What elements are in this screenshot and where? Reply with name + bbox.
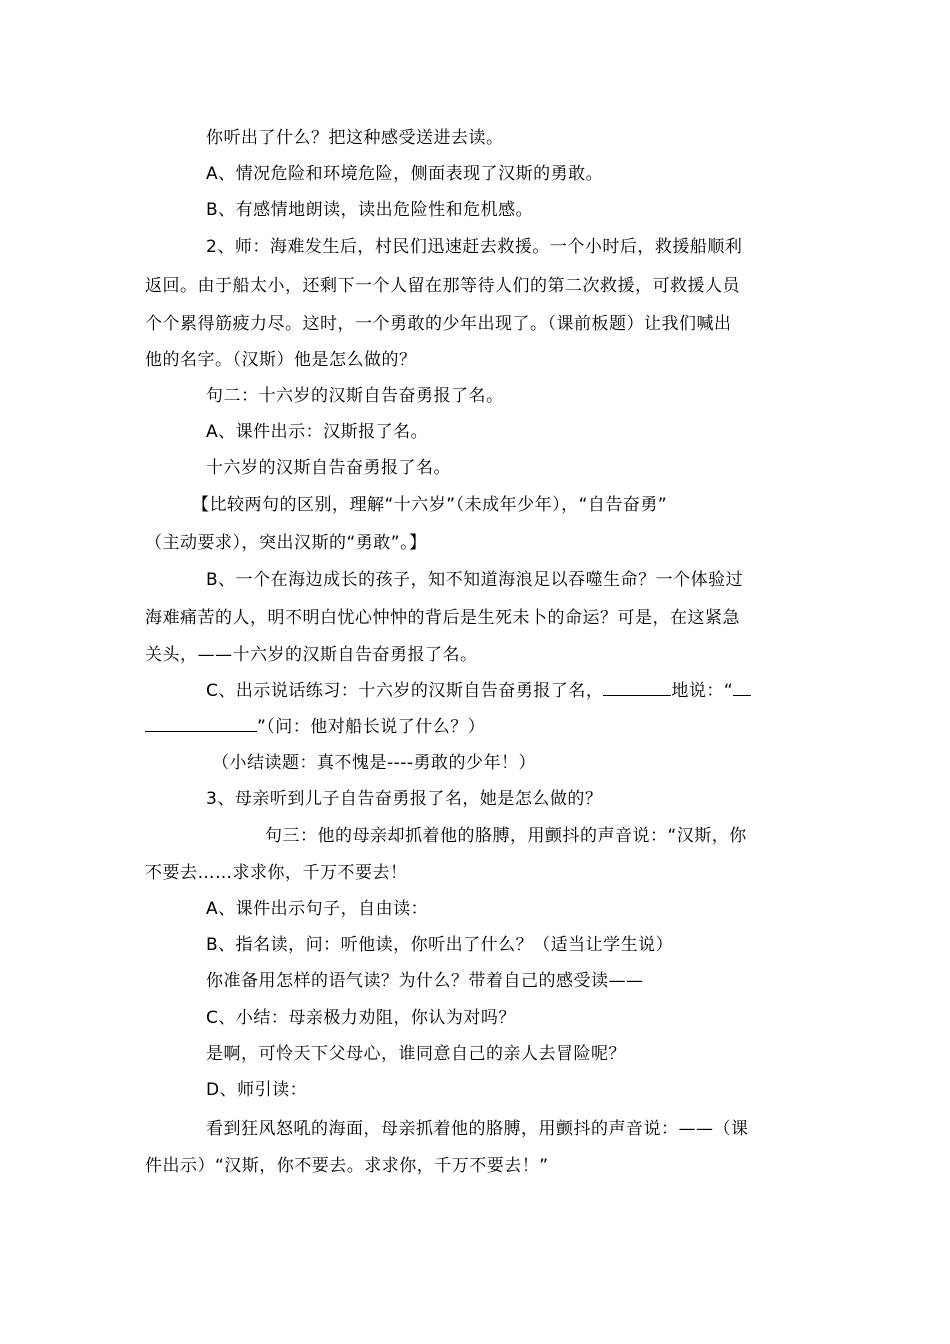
text-line: 【比较两句的区别，理解“十六岁”（未成年少年），“自告奋勇”: [192, 495, 668, 515]
text-line: （主动要求），突出汉斯的“勇敢”。】: [145, 533, 427, 553]
text-line: 他的名字。（汉斯）他是怎么做的？: [145, 350, 417, 370]
text-line: 是啊，可怜天下父母心，谁同意自己的亲人去冒险呢？: [206, 1044, 626, 1064]
text-line: A、课件出示：汉斯报了名。: [206, 422, 429, 442]
text-line: 你准备用怎样的语气读？为什么？带着自己的感受读——: [206, 971, 644, 991]
fill-blank: [603, 681, 671, 696]
prompt-text: C、出示说话练习：十六岁的汉斯自告奋勇报了名，: [206, 681, 604, 701]
text-line: 3、母亲听到儿子自告奋勇报了名，她是怎么做的？: [206, 789, 603, 809]
text-line: 2、师：海难发生后，村民们迅速赶去救援。一个小时后，救援船顺利: [206, 237, 743, 257]
text-line: 看到狂风怒吼的海面，母亲抓着他的胳膊，用颤抖的声音说：——（课: [206, 1119, 749, 1139]
text-line: D、师引读：: [206, 1080, 308, 1100]
prompt-text: 地说：“: [671, 681, 734, 701]
text-line: 句三：他的母亲却抓着他的胳膊，用颤抖的声音说：“汉斯，你: [265, 826, 747, 846]
text-line: 不要去……求求你，千万不要去！: [145, 863, 408, 883]
fill-blank: [733, 681, 751, 696]
text-line: 关头，——十六岁的汉斯自告奋勇报了名。: [145, 645, 478, 665]
text-line: B、指名读，问：听他读，你听出了什么？（适当让学生说）: [206, 935, 674, 955]
text-line: 个个累得筋疲力尽。这时，一个勇敢的少年出现了。（课前板题）让我们喊出: [145, 314, 732, 334]
text-line: [145, 717, 485, 737]
text-line: A、课件出示句子，自由读：: [206, 899, 429, 919]
text-line: A、情况危险和环境危险，侧面表现了汉斯的勇敢。: [206, 164, 604, 184]
fill-blank: [145, 717, 257, 732]
text-line: （小结读题：真不愧是----勇敢的少年！）: [212, 753, 537, 773]
text-line: 十六岁的汉斯自告奋勇报了名。: [206, 458, 451, 478]
prompt-text: ”（问：他对船长说了什么？）: [257, 717, 486, 737]
text-line: 件出示）“汉斯，你不要去。求求你，千万不要去！”: [145, 1156, 549, 1176]
text-line: 海难痛苦的人，明不明白忧心忡忡的背后是生死未卜的命运？可是，在这紧急: [145, 608, 740, 628]
text-line: [206, 681, 751, 701]
text-line: 返回。由于船太小，还剩下一个人留在那等待人们的第二次救援，可救援人员: [145, 276, 740, 296]
text-line: 你听出了什么？把这种感受送进去读。: [206, 128, 504, 148]
text-line: B、有感情地朗读，读出危险性和危机感。: [206, 200, 534, 220]
text-line: 句二：十六岁的汉斯自告奋勇报了名。: [206, 386, 504, 406]
text-line: B、一个在海边成长的孩子，知不知道海浪足以吞噬生命？一个体验过: [206, 570, 744, 590]
text-line: C、小结：母亲极力劝阻，你认为对吗？: [206, 1008, 516, 1028]
